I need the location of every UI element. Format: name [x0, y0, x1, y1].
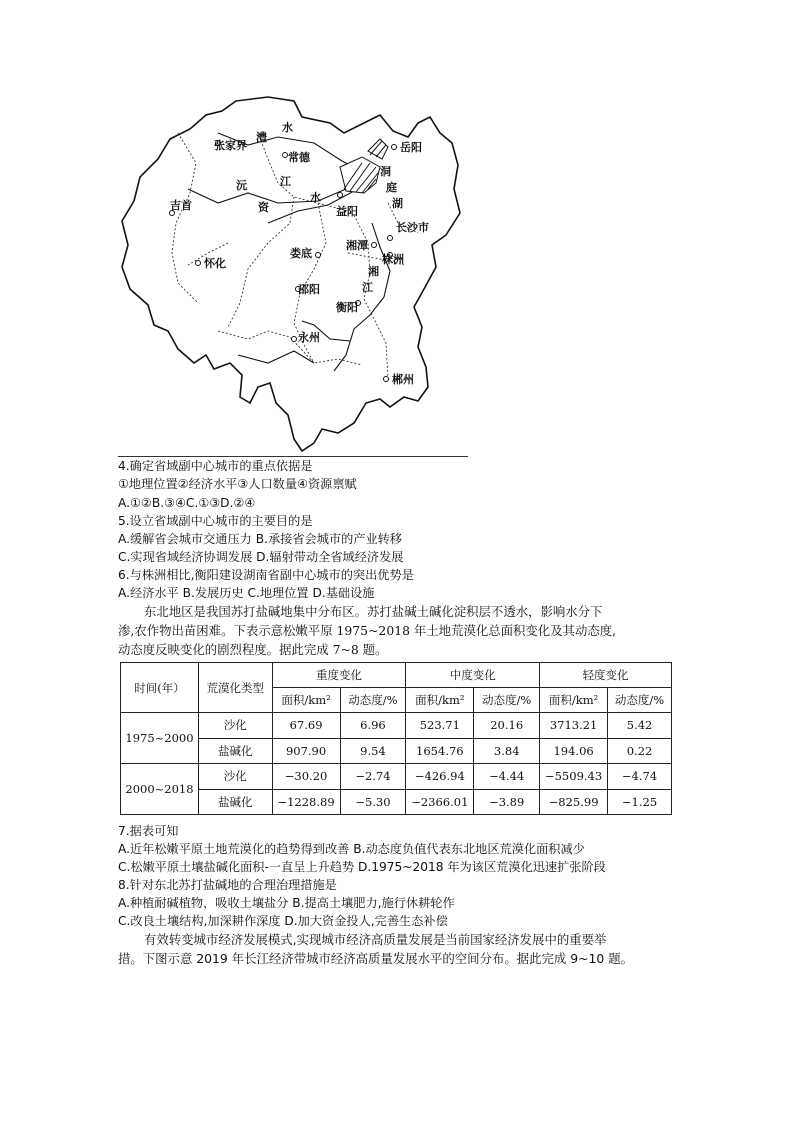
passage2-line2: 措。下图示意 2019 年长江经济带城市经济高质量发展水平的空间分布。据此完成 9~10 题。	[118, 951, 633, 966]
desertification-table	[120, 662, 672, 815]
table-row	[121, 764, 672, 790]
q8-options-1: A.种植耐碱植物，吸收土壤盐分 B.提高土壤肥力,施行休耕轮作	[118, 896, 455, 910]
map-label: 怀化	[204, 257, 226, 270]
value-cell: 9.54	[340, 738, 406, 764]
map-label: 长沙市	[396, 221, 429, 234]
value-cell: 0.22	[608, 738, 672, 764]
header-time: 时间(年）	[121, 663, 199, 713]
header-area: 面积/km²	[540, 688, 608, 713]
value-cell: −5509.43	[540, 764, 608, 790]
map-label: 水	[282, 121, 293, 134]
q8-stem: 8.针对东北苏打盐碱地的合理治理措施是	[118, 878, 337, 892]
q7-options-2: C.松嫩平原土壤盐碱化面积-一直呈上升趋势 D.1975~2018 年为该区荒漠化迅速扩张阶段	[118, 860, 606, 874]
value-cell: −4.44	[474, 764, 540, 790]
map-label: 江	[362, 281, 373, 294]
map-label: 洞	[380, 165, 391, 178]
q4-items: ①地理位置②经济水平③人口数量④资源禀赋	[118, 477, 357, 491]
map-label: 岳阳	[400, 141, 422, 154]
map-label: 水	[310, 191, 321, 204]
type-cell: 沙化	[198, 713, 272, 739]
value-cell: 194.06	[540, 738, 608, 764]
q5-stem: 5.设立省域副中心城市的主要目的是	[118, 514, 313, 528]
map-label: 衡阳	[336, 301, 358, 314]
header-dynamic: 动态度/%	[608, 688, 672, 713]
q4-options: A.①②B.③④C.①③D.②④	[118, 496, 256, 510]
value-cell: 3713.21	[540, 713, 608, 739]
header-dynamic: 动态度/%	[474, 688, 540, 713]
type-cell: 沙化	[198, 764, 272, 790]
period-cell: 1975~2000	[121, 713, 199, 764]
value-cell: 3.84	[474, 738, 540, 764]
value-cell: 67.69	[272, 713, 340, 739]
q7-options-1: A.近年松嫩平原土地荒漠化的趋势得到改善 B.动态度负值代表东北地区荒漠化面积减少	[118, 842, 585, 856]
map-label: 澧	[256, 131, 267, 144]
type-cell: 盐碱化	[198, 789, 272, 815]
passage1-line3: 动态度反映变化的剧烈程度。据此完成 7~8 题。	[118, 642, 388, 657]
value-cell: 20.16	[474, 713, 540, 739]
map-label: 资	[258, 201, 269, 214]
table-row	[121, 738, 672, 764]
header-group-severe: 重度变化	[272, 663, 406, 688]
q8-options-2: C.改良土壤结构,加深耕作深度 D.加大资金投人,完善生态补偿	[118, 914, 448, 928]
map-label: 湘	[368, 265, 379, 278]
q4-stem: 4.确定省域副中心城市的重点依据是	[118, 459, 313, 473]
map-label: 益阳	[336, 205, 358, 218]
table-row	[121, 789, 672, 815]
map-label: 江	[280, 175, 291, 188]
header-group-mild: 轻度变化	[540, 663, 672, 688]
value-cell: −3.89	[474, 789, 540, 815]
value-cell: −5.30	[340, 789, 406, 815]
header-dynamic: 动态度/%	[340, 688, 406, 713]
type-cell: 盐碱化	[198, 738, 272, 764]
header-group-moderate: 中度变化	[406, 663, 540, 688]
value-cell: −2.74	[340, 764, 406, 790]
header-area: 面积/km²	[406, 688, 474, 713]
value-cell: 1654.76	[406, 738, 474, 764]
value-cell: −2366.01	[406, 789, 474, 815]
value-cell: −30.20	[272, 764, 340, 790]
hunan-province-map	[118, 93, 468, 455]
table-row	[121, 713, 672, 739]
map-label: 庭	[386, 181, 397, 194]
header-area: 面积/km²	[272, 688, 340, 713]
header-type: 荒漠化类型	[198, 663, 272, 713]
value-cell: −426.94	[406, 764, 474, 790]
map-label: 常德	[288, 151, 310, 164]
map-label: 娄底	[290, 247, 312, 260]
map-label: 吉首	[170, 199, 192, 212]
q5-options-2: C.实现省域经济协调发展 D.辐射带动全省域经济发展	[118, 550, 404, 564]
map-label: 邵阳	[298, 283, 320, 296]
q6-options: A.经济水平 B.发展历史 C.地理位置 D.基础设施	[118, 586, 375, 600]
map-label: 张家界	[214, 139, 247, 152]
passage1-line2: 渗,农作物出苗困难。下表示意松嫩平原 1975~2018 年土地荒漠化总面积变化及其动态度,	[118, 623, 617, 638]
value-cell: −825.99	[540, 789, 608, 815]
q7-stem: 7.据表可知	[118, 824, 179, 838]
map-label: 湖	[392, 197, 403, 210]
value-cell: 907.90	[272, 738, 340, 764]
map-label: 永州	[298, 331, 320, 344]
map-label: 郴州	[392, 373, 414, 386]
map-label: 湘潭	[346, 239, 368, 252]
passage1-line1: 东北地区是我国苏打盐碱地集中分布区。苏打盐碱土碱化淀积层不透水，影响水分下	[144, 604, 603, 619]
q5-options-1: A.缓解省会城市交通压力 B.承接省会城市的产业转移	[118, 532, 403, 546]
value-cell: 5.42	[608, 713, 672, 739]
value-cell: 523.71	[406, 713, 474, 739]
map-label: 沅	[236, 179, 247, 192]
map-label: 株洲	[382, 253, 404, 266]
value-cell: −1228.89	[272, 789, 340, 815]
value-cell: 6.96	[340, 713, 406, 739]
period-cell: 2000~2018	[121, 764, 199, 815]
q6-stem: 6.与株洲相比,衡阳建设湖南省副中心城市的突出优势是	[118, 568, 414, 582]
value-cell: −4.74	[608, 764, 672, 790]
passage2-line1: 有效转变城市经济发展模式,实现城市经济高质量发展是当前国家经济发展中的重要举	[144, 932, 607, 947]
value-cell: −1.25	[608, 789, 672, 815]
